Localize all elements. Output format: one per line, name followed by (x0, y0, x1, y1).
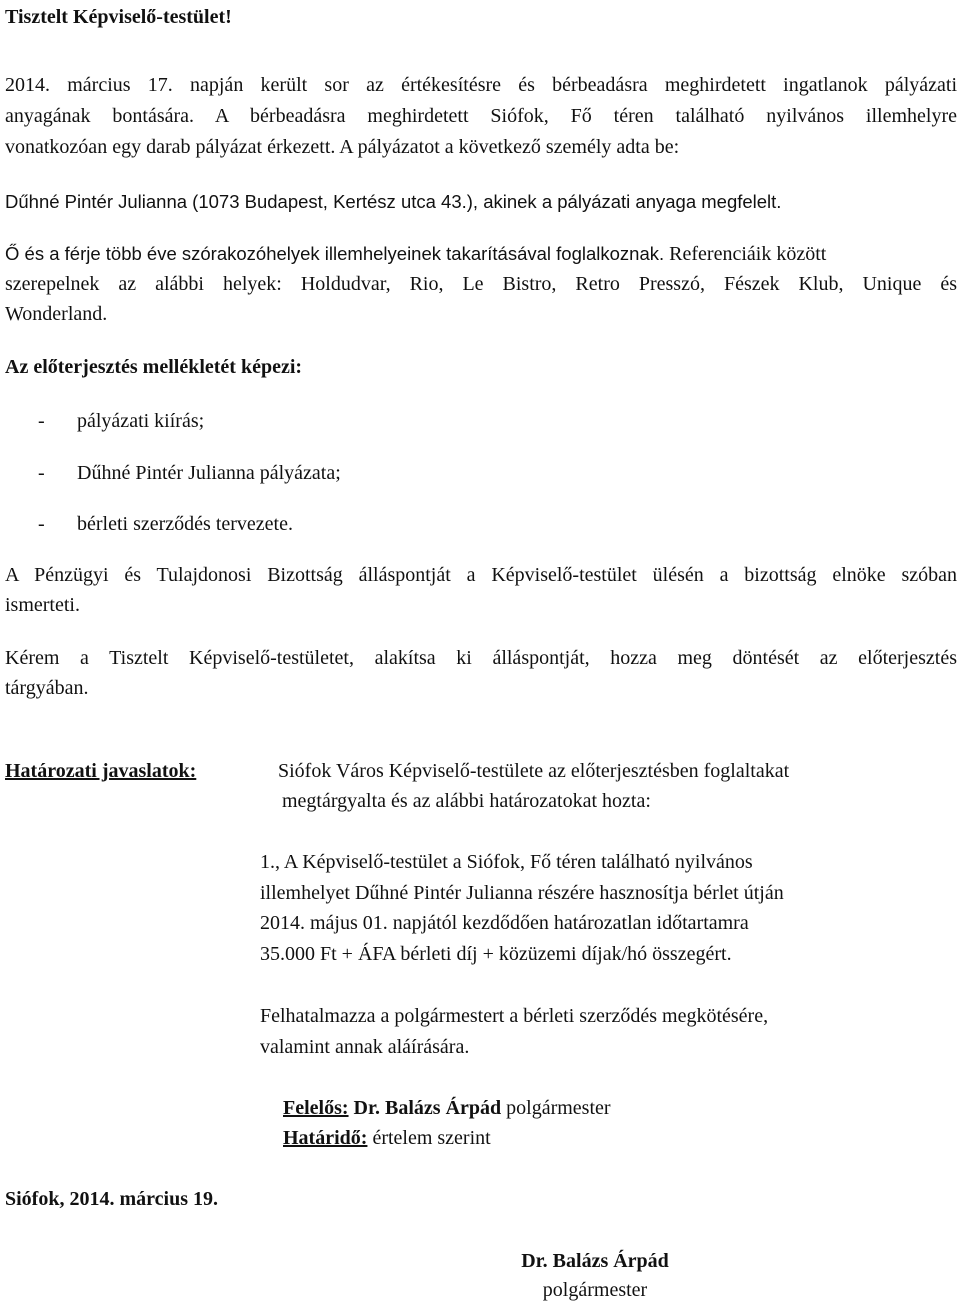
authorization-line-1: Felhatalmazza a polgármestert a bérleti szerződés megkötésére, (260, 1005, 769, 1027)
request-line-1: Kérem a Tisztelt Képviselő-testületet, alakítsa ki álláspontját, hozza meg döntését az előterjesztés (5, 647, 957, 669)
deadline-label: Határidő: (283, 1127, 368, 1149)
deadline-value: értelem szerint (372, 1127, 491, 1149)
committee-line-1: A Pénzügyi és Tulajdonosi Bizottság álláspontját a Képviselő-testület ülésén a bizottság elnöke szóban (5, 564, 957, 586)
references-line-1-sans: Ő és a férje több éve szórakozóhelyek illemhelyeinek takarításával foglalkoznak. (5, 243, 665, 264)
signature-block (480, 1250, 710, 1302)
attachments-heading: Az előterjesztés mellékletét képezi: (5, 356, 303, 378)
attachment-text: pályázati kiírás; (77, 410, 205, 432)
responsible-name: Dr. Balázs Árpád (353, 1097, 502, 1119)
deadline-line (283, 1127, 491, 1150)
list-dash: - (38, 410, 45, 432)
resolution-intro-line-1: Siófok Város Képviselő-testülete az előterjesztésben foglaltakat (278, 760, 790, 782)
resolution-item-line-2: illemhelyet Dűhné Pintér Julianna részére hasznosítja bérlet útján (260, 882, 784, 904)
attachment-text: bérleti szerződés tervezete. (77, 513, 293, 535)
references-line-2: szerepelnek az alábbi helyek: Holdudvar, Rio, Le Bistro, Retro Presszó, Fészek Klub, Unique és (5, 273, 957, 295)
resolution-item-line-1: 1., A Képviselő-testület a Siófok, Fő téren található nyilvános (260, 851, 753, 873)
attachment-text: Dűhné Pintér Julianna pályázata; (77, 462, 341, 484)
references-line-3: Wonderland. (5, 303, 108, 325)
responsible-line (283, 1097, 611, 1120)
responsible-label: Felelős: (283, 1097, 349, 1119)
intro-line-1: 2014. március 17. napján került sor az értékesítésre és bérbeadásra meghirdetett ingatlanok pályázati (5, 74, 957, 96)
resolution-label: Határozati javaslatok: (5, 760, 197, 782)
intro-line-2: anyagának bontására. A bérbeadásra meghirdetett Siófok, Fő téren található nyilvános illemhelyre (5, 105, 957, 127)
applicant-line: Dűhné Pintér Julianna (1073 Budapest, Kertész utca 43.), akinek a pályázati anyaga megfelelt. (5, 191, 782, 212)
salutation-heading: Tisztelt Képviselő-testület! (5, 6, 232, 28)
place-date: Siófok, 2014. március 19. (5, 1188, 218, 1210)
authorization-line-2: valamint annak aláírására. (260, 1036, 470, 1058)
resolution-item-line-4: 35.000 Ft + ÁFA bérleti díj + közüzemi díjak/hó összegért. (260, 943, 732, 965)
responsible-role: polgármester (506, 1097, 611, 1119)
intro-line-3: vonatkozóan egy darab pályázat érkezett. A pályázatot a következő személy adta be: (5, 136, 680, 158)
signature-title: polgármester (542, 1279, 648, 1301)
list-dash: - (38, 513, 45, 535)
references-line-1-serif: Referenciáik között (669, 243, 827, 265)
resolution-item-line-3: 2014. május 01. napjától kezdődően határozatlan időtartamra (260, 912, 749, 934)
signature-name: Dr. Balázs Árpád (521, 1250, 669, 1272)
committee-line-2: ismerteti. (5, 594, 80, 616)
resolution-intro-line-2: megtárgyalta és az alábbi határozatokat hozta: (282, 790, 651, 812)
references-line-1 (5, 243, 826, 266)
request-line-2: tárgyában. (5, 677, 89, 699)
list-dash: - (38, 462, 45, 484)
